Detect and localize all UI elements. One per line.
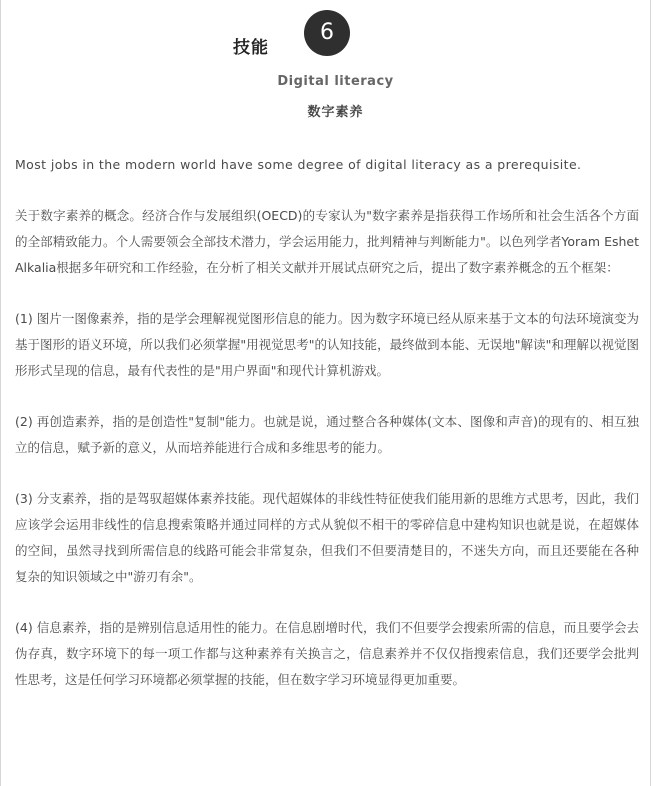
framework-item-2: (2) 再创造素养，指的是创造性"复制"能力。也就是说，通过整合各种媒体(文本、图像和声音)的现有的、相互独立的信息，赋予新的意义，从而培养能进行合成和多维思考的能力。 [15, 414, 639, 455]
framework-item-4: (4) 信息素养，指的是辨别信息适用性的能力。在信息剧增时代，我们不但要学会搜索所需的信息，而且要学会去伪存真，数字环境下的每一项工作都与这种素养有关换言之，信息素养并不仅仅指搜索信息，我们还要学会批判性思考，这是任何学习环境都必须掌握的技能，但在数字学习环境显得更加重要。 [15, 620, 639, 687]
concept-paragraph: 关于数字素养的概念。经济合作与发展组织(OECD)的专家认为"数字素养是指获得工作场所和社会生活各个方面的全部精致能力。个人需要领会全部技术潜力，学会运用能力，批判精神与判断能力"。以色列学者Yoram Eshet Alkalia根据多年研究和工作经验，在分析了相关文献并开展试点研究之后，提出了数字素养概念的五个框架： [15, 208, 639, 275]
framework-item-3: (3) 分支素养，指的是驾驭超媒体素养技能。现代超媒体的非线性特征使我们能用新的思维方式思考，因此，我们应该学会运用非线性的信息搜索策略并通过同样的方式从貌似不相干的零碎信息中建构知识也就是说，在超媒体的空间，虽然寻找到所需信息的线路可能会非常复杂，但我们不但要清楚目的，不迷失方向，而且还要能在各种复杂的知识领域之中"游刃有余"。 [15, 491, 639, 584]
section-title: 技能 [233, 38, 269, 58]
section-header [1, 8, 650, 68]
article-body [15, 152, 639, 718]
framework-item-1: (1) 图片一图像素养，指的是学会理解视觉图形信息的能力。因为数字环境已经从原来基于文本的句法环境演变为基于图形的语义环境，所以我们必须掌握"用视觉思考"的认知技能，最终做到本能、无误地"解读"和理解以视觉图形形式呈现的信息，最有代表性的是"用户界面"和现代计算机游戏。 [15, 311, 639, 378]
subtitle-chinese: 数字素养 [307, 105, 364, 120]
section-number-badge: 6 [304, 10, 350, 56]
subtitle-english: Digital literacy [277, 74, 394, 89]
intro-paragraph-english: Most jobs in the modern world have some degree of digital literacy as a prerequisite. [15, 157, 582, 172]
